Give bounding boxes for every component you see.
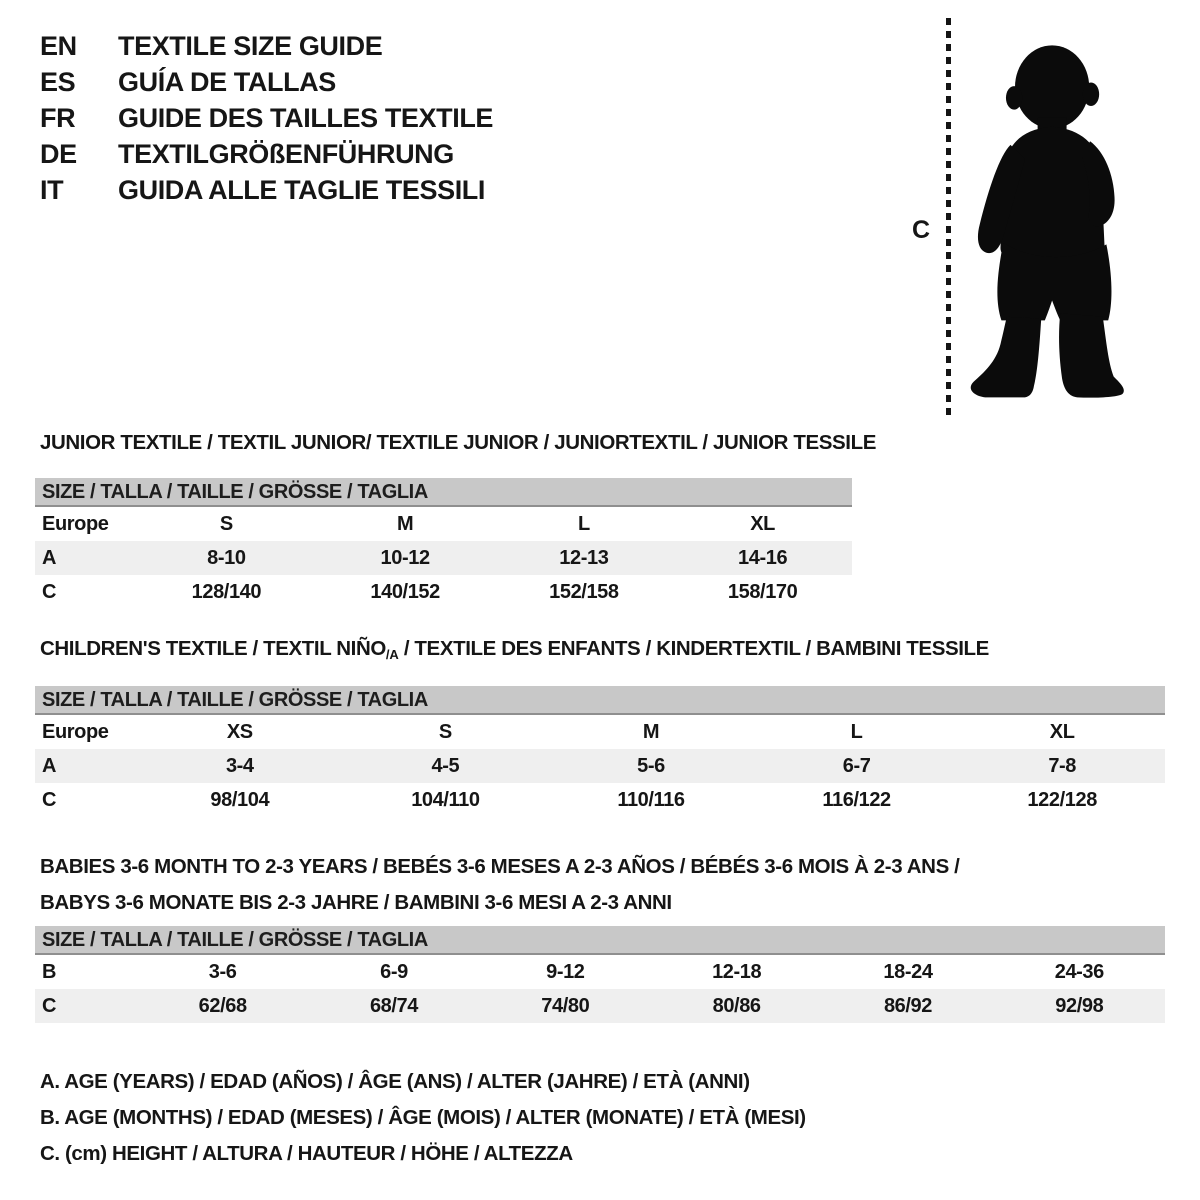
table-cell: 12-18 xyxy=(712,960,762,983)
children-title-pre: CHILDREN'S TEXTILE / TEXTIL NIÑO xyxy=(40,637,386,660)
row-label: C xyxy=(42,994,57,1017)
babies-row-months xyxy=(35,955,1165,989)
children-row-age xyxy=(35,749,1165,783)
lang-row-it xyxy=(40,172,493,208)
children-row-height xyxy=(35,783,1165,817)
junior-row-height xyxy=(35,575,852,609)
lang-row-en xyxy=(40,28,493,64)
table-cell: 9-12 xyxy=(546,960,585,983)
lang-label-es: GUÍA DE TALLAS xyxy=(118,67,336,97)
table-cell: 62/68 xyxy=(198,994,247,1017)
lang-code-de: DE xyxy=(40,139,77,169)
table-cell: 80/86 xyxy=(712,994,761,1017)
lang-code-es: ES xyxy=(40,67,76,97)
table-cell: 6-7 xyxy=(842,754,871,777)
table-cell: 8-10 xyxy=(207,546,246,569)
row-label: B xyxy=(42,960,57,983)
children-section-title xyxy=(40,637,989,663)
table-cell: 12-13 xyxy=(559,546,609,569)
row-label: C xyxy=(42,580,57,603)
children-size-table xyxy=(35,686,1165,817)
lang-row-fr xyxy=(40,100,493,136)
table-cell: 86/92 xyxy=(883,994,932,1017)
table-cell: 14-16 xyxy=(738,546,788,569)
column-header: XL xyxy=(1049,720,1075,743)
column-header: M xyxy=(396,512,414,535)
region-label: Europe xyxy=(42,512,109,535)
lang-code-en: EN xyxy=(40,31,77,61)
table-cell: 140/152 xyxy=(370,580,440,603)
junior-size-header-bar: SIZE / TALLA / TAILLE / GRÖSSE / TAGLIA xyxy=(35,478,852,507)
lang-row-es xyxy=(40,64,493,100)
table-cell: 68/74 xyxy=(369,994,419,1017)
lang-label-de: TEXTILGRÖßENFÜHRUNG xyxy=(118,139,454,169)
babies-row-height xyxy=(35,989,1165,1023)
junior-section-title: JUNIOR TEXTILE / TEXTIL JUNIOR/ TEXTILE JUNIOR / JUNIORTEXTIL / JUNIOR TESSILE xyxy=(40,431,876,454)
table-cell: 152/158 xyxy=(549,580,619,603)
table-cell: 18-24 xyxy=(883,960,933,983)
toddler-silhouette-image xyxy=(958,20,1148,420)
column-header: L xyxy=(577,512,590,535)
babies-size-header-bar: SIZE / TALLA / TAILLE / GRÖSSE / TAGLIA xyxy=(35,926,1165,955)
table-cell: 74/80 xyxy=(541,994,590,1017)
junior-row-age xyxy=(35,541,852,575)
row-label: C xyxy=(42,788,57,811)
children-size-header-bar: SIZE / TALLA / TAILLE / GRÖSSE / TAGLIA xyxy=(35,686,1165,715)
height-dashed-line xyxy=(946,18,951,416)
table-cell: 5-6 xyxy=(637,754,665,777)
column-header: S xyxy=(438,720,452,743)
table-cell: 6-9 xyxy=(380,960,408,983)
column-header: XL xyxy=(750,512,775,535)
children-column-header-row xyxy=(35,715,1165,749)
junior-column-header-row xyxy=(35,507,852,541)
lang-code-it: IT xyxy=(40,175,64,205)
children-title-post: / TEXTILE DES ENFANTS / KINDERTEXTIL / BAMBINI TESSILE xyxy=(398,637,989,660)
table-cell: 98/104 xyxy=(210,788,270,811)
table-cell: 116/122 xyxy=(822,788,891,811)
table-cell: 122/128 xyxy=(1027,788,1097,811)
children-title-sub: /A xyxy=(385,647,399,662)
legend-line-b: B. AGE (MONTHS) / EDAD (MESES) / ÂGE (MOIS) / ALTER (MONATE) / ETÀ (MESI) xyxy=(40,1106,806,1129)
table-cell: 3-4 xyxy=(225,754,254,777)
table-cell: 4-5 xyxy=(431,754,460,777)
table-cell: 10-12 xyxy=(380,546,430,569)
lang-row-de xyxy=(40,136,493,172)
table-cell: 3-6 xyxy=(208,960,237,983)
table-cell: 110/116 xyxy=(617,788,685,811)
language-title-block xyxy=(40,28,493,208)
lang-label-fr: GUIDE DES TAILLES TEXTILE xyxy=(118,103,494,133)
legend-line-a: A. AGE (YEARS) / EDAD (AÑOS) / ÂGE (ANS) / ALTER (JAHRE) / ETÀ (ANNI) xyxy=(40,1070,750,1093)
legend-line-c: C. (cm) HEIGHT / ALTURA / HAUTEUR / HÖHE / ALTEZZA xyxy=(40,1142,573,1165)
babies-section-title xyxy=(40,849,959,921)
lang-code-fr: FR xyxy=(40,103,76,133)
row-label: A xyxy=(42,754,57,777)
column-header: M xyxy=(642,720,660,743)
babies-size-table xyxy=(35,926,1165,1023)
lang-label-it: GUIDA ALLE TAGLIE TESSILI xyxy=(118,175,485,205)
table-cell: 24-36 xyxy=(1054,960,1104,983)
lang-label-en: TEXTILE SIZE GUIDE xyxy=(118,31,383,61)
table-cell: 128/140 xyxy=(191,580,262,603)
table-cell: 104/110 xyxy=(411,788,480,811)
column-header: S xyxy=(219,512,233,535)
table-cell: 92/98 xyxy=(1055,994,1104,1017)
table-cell: 158/170 xyxy=(727,580,798,603)
measure-legend xyxy=(40,1064,806,1172)
row-label: A xyxy=(42,546,57,569)
babies-title-line2: BABYS 3-6 MONATE BIS 2-3 JAHRE / BAMBINI 3-6 MESI A 2-3 ANNI xyxy=(40,891,672,914)
region-label: Europe xyxy=(42,720,109,743)
babies-title-line1: BABIES 3-6 MONTH TO 2-3 YEARS / BEBÉS 3-6 MESES A 2-3 AÑOS / BÉBÉS 3-6 MOIS À 2-3 ANS / xyxy=(40,855,960,878)
column-header: XS xyxy=(226,720,253,743)
junior-size-table xyxy=(35,478,852,609)
column-header: L xyxy=(850,720,863,743)
height-measure-label: C xyxy=(912,216,930,244)
table-cell: 7-8 xyxy=(1048,754,1077,777)
